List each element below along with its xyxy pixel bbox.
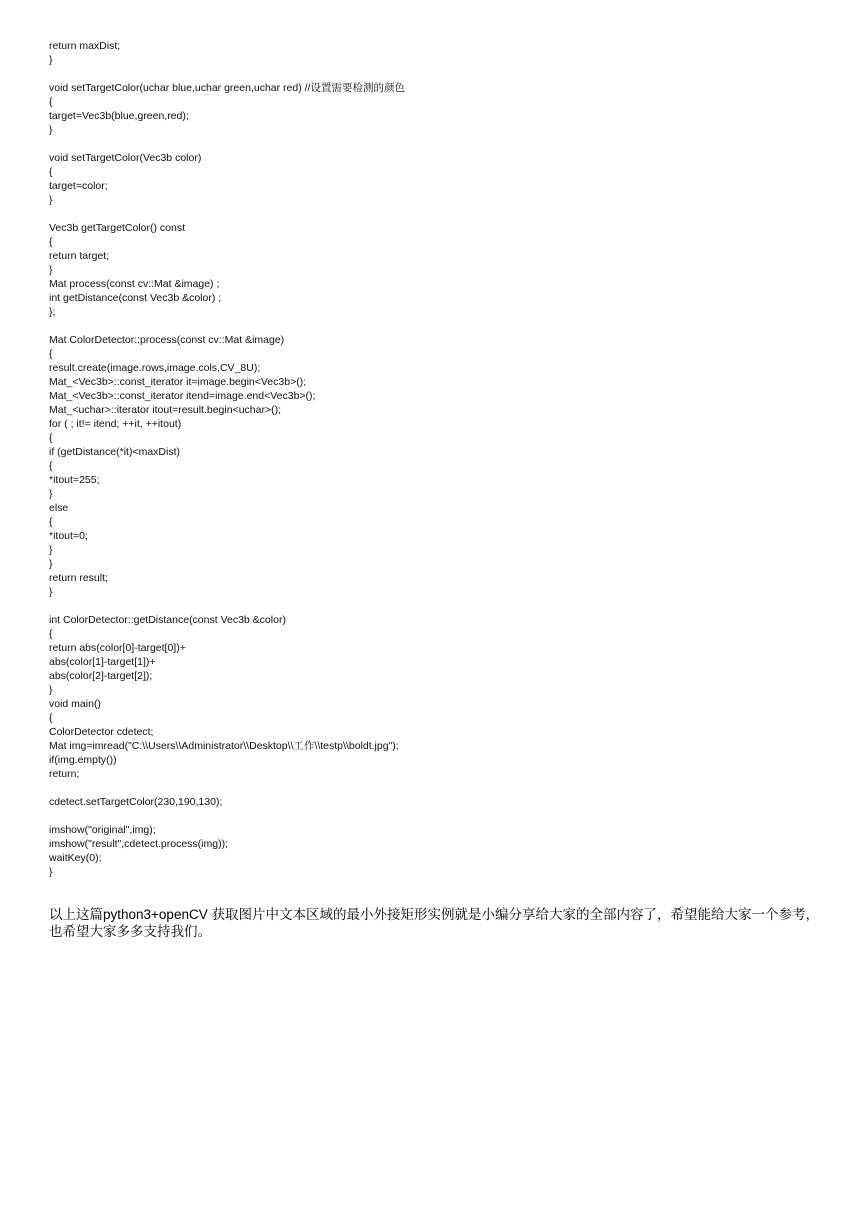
code-line: } xyxy=(49,586,53,598)
code-line: { xyxy=(49,236,53,248)
code-line: if (getDistance(*it)<maxDist) xyxy=(49,446,180,458)
code-line: void setTargetColor(Vec3b color) xyxy=(49,152,202,164)
code-line: return abs(color[0]-target[0])+ xyxy=(49,642,186,654)
code-line: return; xyxy=(49,768,80,780)
summary-paragraph: 以上这篇python3+openCV 获取图片中文本区域的最小外接矩形实例就是小编分享给大家的全部内容了，希望能给大家一个参考，也希望大家多多支持我们。 xyxy=(49,906,819,939)
code-line: Mat_<Vec3b>::const_iterator it=image.begin<Vec3b>(); xyxy=(49,376,307,388)
code-line: Vec3b getTargetColor() const xyxy=(49,222,185,234)
code-line: { xyxy=(49,516,53,528)
code-line: else xyxy=(49,502,69,514)
code-line: { xyxy=(49,348,53,360)
code-line: }; xyxy=(49,306,56,318)
code-line: } xyxy=(49,544,53,556)
code-line: { xyxy=(49,96,53,108)
code-line: Mat_<uchar>::iterator itout=result.begin<uchar>(); xyxy=(49,404,282,416)
code-line: *itout=0; xyxy=(49,530,88,542)
code-line: *itout=255; xyxy=(49,474,100,486)
code-line: } xyxy=(49,558,53,570)
code-line: if(img.empty()) xyxy=(49,754,117,766)
code-line: void main() xyxy=(49,698,101,710)
blank-line xyxy=(49,137,829,151)
code-line: abs(color[1]-target[1])+ xyxy=(49,656,156,668)
code-line: waitKey(0); xyxy=(49,852,102,864)
blank-line xyxy=(49,809,829,823)
code-line: Mat_<Vec3b>::const_iterator itend=image.end<Vec3b>(); xyxy=(49,390,316,402)
blank-line xyxy=(49,319,829,333)
code-line: Mat process(const cv::Mat &image) ; xyxy=(49,278,220,290)
code-line: { xyxy=(49,460,53,472)
code-line: { xyxy=(49,166,53,178)
code-line: imshow("result",cdetect.process(img)); xyxy=(49,838,228,850)
code-line: target=Vec3b(blue,green,red); xyxy=(49,110,189,122)
blank-line xyxy=(49,207,829,221)
code-line: } xyxy=(49,488,53,500)
code-line: int ColorDetector::getDistance(const Vec3b &color) xyxy=(49,614,286,626)
code-line: void setTargetColor(uchar blue,uchar green,uchar red) //设置需要检测的颜色 xyxy=(49,82,405,94)
code-line: Mat ColorDetector::process(const cv::Mat &image) xyxy=(49,334,285,346)
code-line: { xyxy=(49,712,53,724)
code-line: } xyxy=(49,264,53,276)
code-line: for ( ; it!= itend; ++it, ++itout) xyxy=(49,418,182,430)
code-line: return maxDist; xyxy=(49,40,121,52)
code-line: } xyxy=(49,684,53,696)
code-line: return target; xyxy=(49,250,110,262)
code-line: ColorDetector cdetect; xyxy=(49,726,154,738)
blank-line xyxy=(49,67,829,81)
code-line: } xyxy=(49,54,53,66)
code-line: imshow("original",img); xyxy=(49,824,156,836)
code-line: int getDistance(const Vec3b &color) ; xyxy=(49,292,222,304)
code-line: return result; xyxy=(49,572,108,584)
code-line: result.create(image.rows,image.cols,CV_8U); xyxy=(49,362,261,374)
code-line: { xyxy=(49,628,53,640)
code-listing xyxy=(49,39,829,879)
code-line: Mat img=imread("C:\\Users\\Administrator\\Desktop\\工作\\testp\\boldt.jpg"); xyxy=(49,740,399,752)
code-line: } xyxy=(49,194,53,206)
code-line: target=color; xyxy=(49,180,108,192)
blank-line xyxy=(49,781,829,795)
code-line: cdetect.setTargetColor(230,190,130); xyxy=(49,796,223,808)
code-line: } xyxy=(49,124,53,136)
code-line: } xyxy=(49,866,53,878)
code-line: { xyxy=(49,432,53,444)
blank-line xyxy=(49,599,829,613)
code-line: abs(color[2]-target[2]); xyxy=(49,670,153,682)
